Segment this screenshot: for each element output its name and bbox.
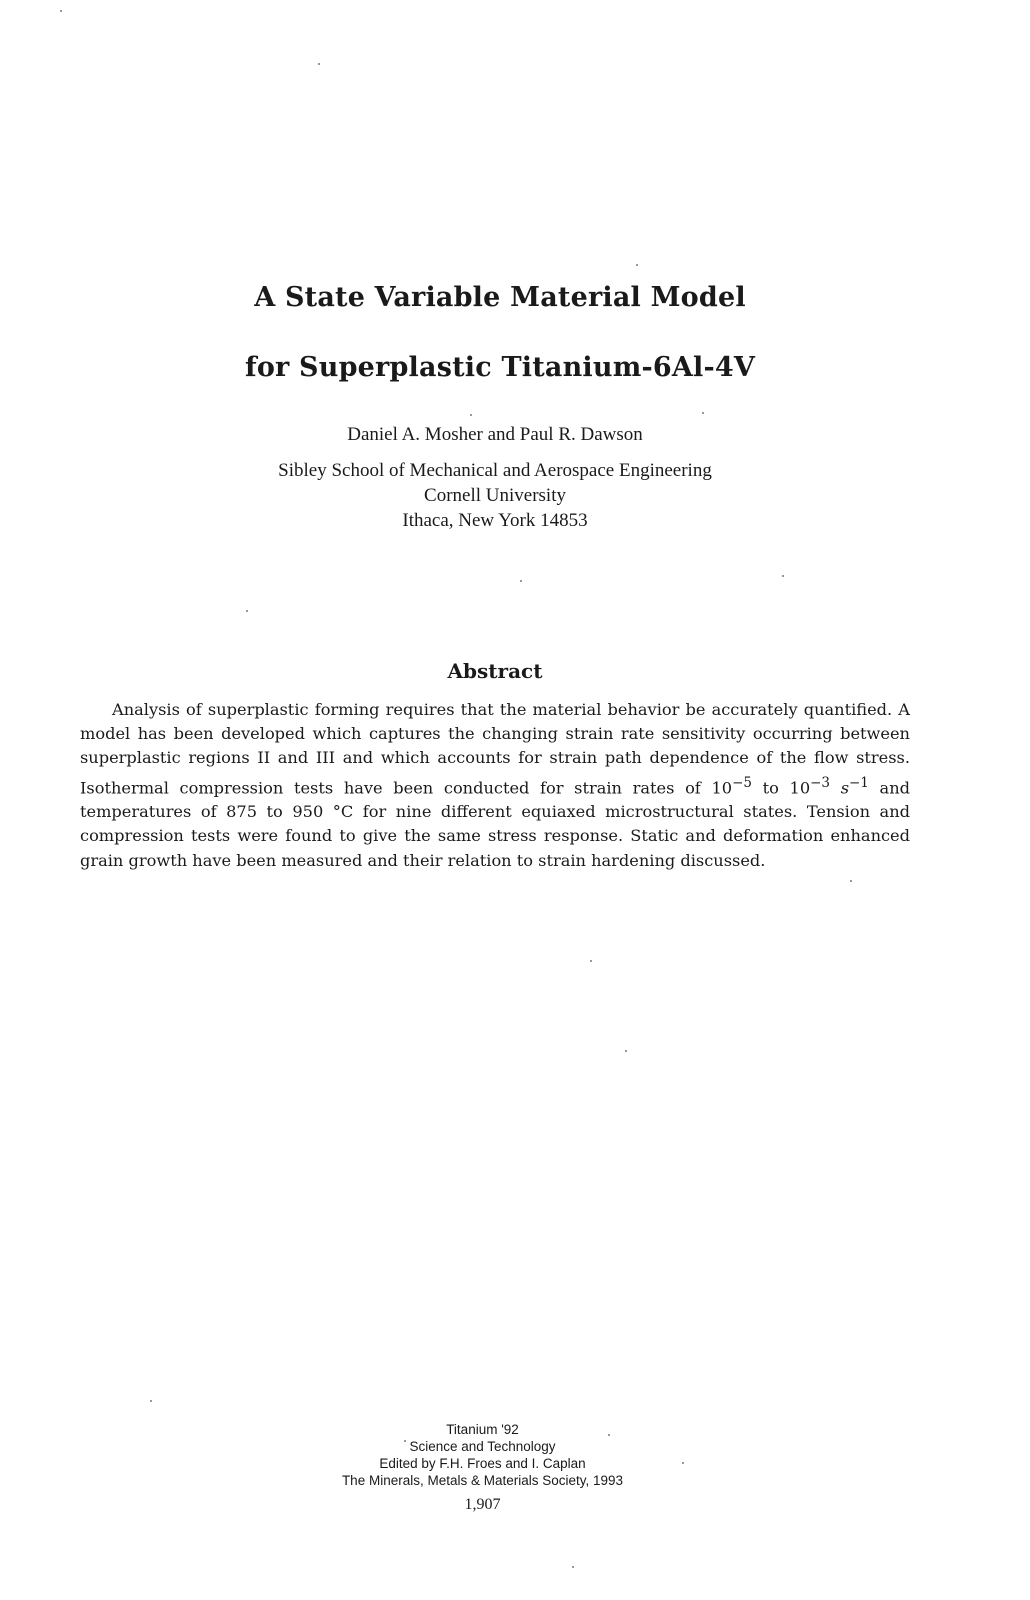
scan-speck bbox=[150, 1400, 152, 1402]
author-list: Daniel A. Mosher and Paul R. Dawson bbox=[347, 424, 643, 445]
abstract-unit: s bbox=[840, 778, 849, 797]
scan-speck bbox=[590, 960, 592, 962]
abstract-text-part-3 bbox=[830, 778, 841, 797]
scan-speck bbox=[60, 10, 62, 12]
scan-speck bbox=[636, 264, 638, 266]
affiliation-address: Ithaca, New York 14853 bbox=[402, 510, 588, 531]
scan-speck bbox=[625, 1050, 627, 1052]
scan-speck bbox=[782, 575, 784, 577]
paper-title-line-2: for Superplastic Titanium-6Al-4V bbox=[245, 352, 755, 383]
scan-speck bbox=[246, 610, 248, 612]
abstract-text-part-2: to 10 bbox=[751, 778, 811, 797]
footer-publisher: The Minerals, Metals & Materials Society, 1993 bbox=[341, 1473, 624, 1488]
footer-proceedings-subtitle: Science and Technology bbox=[409, 1439, 556, 1454]
abstract-body bbox=[80, 698, 910, 873]
abstract-exponent-3: −1 bbox=[849, 774, 869, 791]
affiliation-university: Cornell University bbox=[424, 485, 566, 506]
abstract-exponent-1: −5 bbox=[732, 774, 752, 791]
scan-speck bbox=[702, 412, 704, 414]
paper-title-line-1: A State Variable Material Model bbox=[254, 282, 746, 313]
scan-speck bbox=[850, 880, 852, 882]
page-number: 1,907 bbox=[464, 1496, 501, 1513]
footer-editors: Edited by F.H. Froes and I. Caplan bbox=[379, 1456, 586, 1471]
scan-speck bbox=[318, 63, 320, 65]
abstract-exponent-2: −3 bbox=[810, 774, 831, 791]
scan-speck bbox=[404, 1440, 406, 1442]
footer-proceedings-title: Titanium '92 bbox=[446, 1422, 519, 1437]
affiliation-department: Sibley School of Mechanical and Aerospace Engineering bbox=[278, 460, 712, 481]
scan-speck bbox=[572, 1566, 574, 1568]
scan-speck bbox=[470, 414, 472, 416]
abstract-heading: Abstract bbox=[447, 659, 543, 683]
abstract-text-part-4: and temperatures of 875 to 950 °C for nine different equiaxed microstructural states. Tension and compression tests were found to give the same stress response. Static and deformation enhanced grain growth have been measured and their relation to strain hardening discussed. bbox=[80, 778, 910, 870]
abstract-text-part-1: Analysis of superplastic forming requires that the material behavior be accurately quantified. A model has been developed which captures the changing strain rate sensitivity occurring between superplastic regions II and III and which accounts for strain path dependence of the flow stress. Isothermal compression tests have been conducted for strain rates of 10 bbox=[80, 700, 910, 797]
scan-speck bbox=[520, 580, 522, 582]
scan-speck bbox=[608, 1434, 610, 1436]
scan-speck bbox=[682, 1462, 684, 1464]
